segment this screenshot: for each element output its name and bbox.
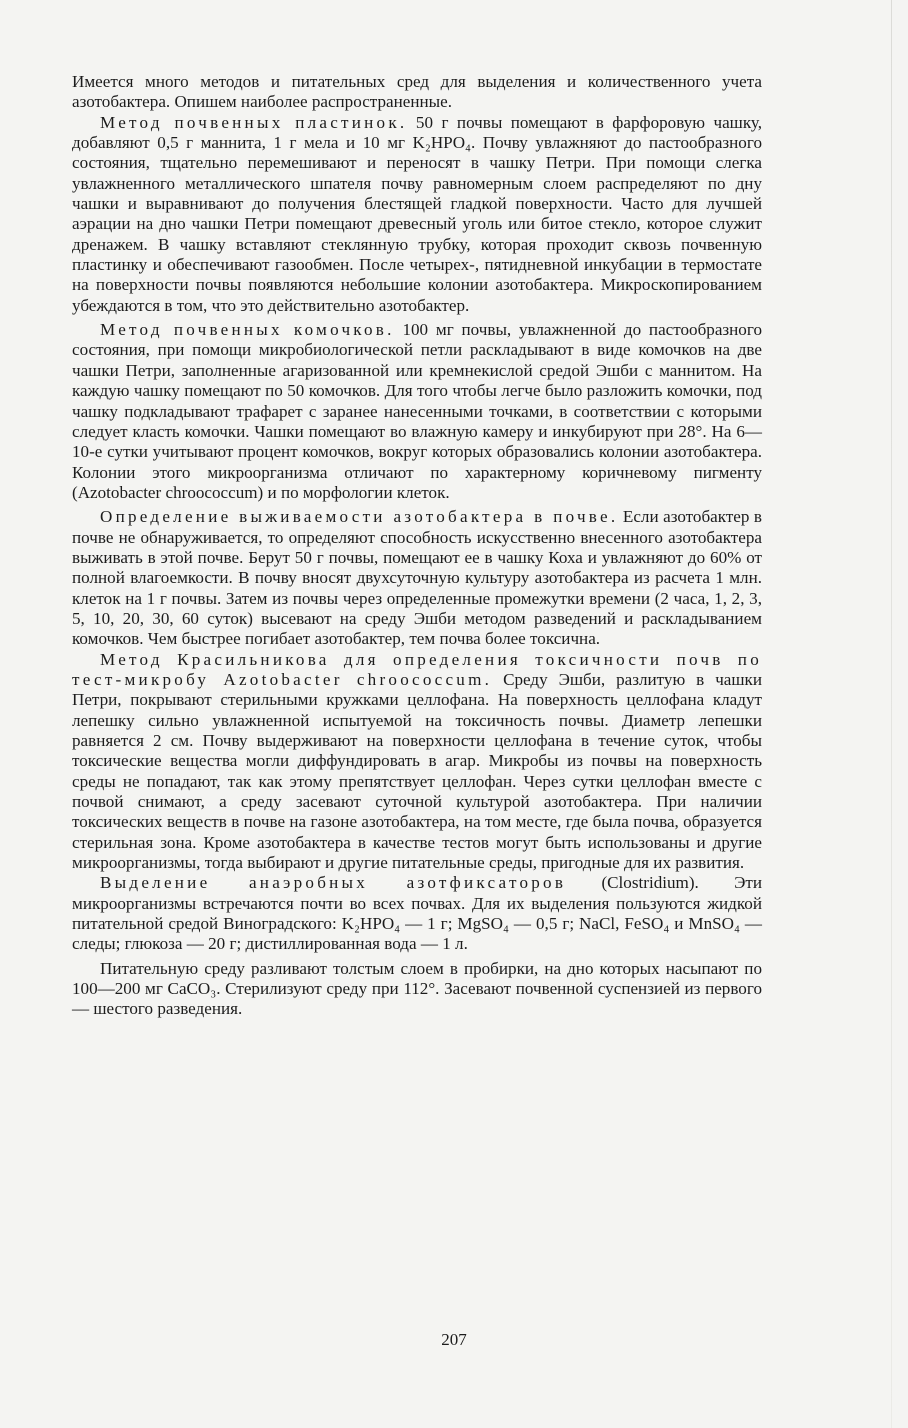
paragraph-text: (Clostridium). Эти микроорганизмы встречаются почти во всех почвах. Для их выделения пользуются жидкой питательной средой Виноградского: K₂HPO₄ — 1 г; MgSO₄ — 0,5 г; NaCl, FeSO₄ и MnSO₄ — следы; глюкоза — 20 г; дистиллированная вода — 1 л. — [72, 873, 762, 954]
method-heading: Метод почвенных пластинок. — [100, 112, 408, 132]
paragraph-text: 50 г почвы помещают в фарфоровую чашку, добавляют 0,5 г маннита, 1 г мела и 10 мг K₂HPO₄. Почву увлажняют до пастообразного состояния, тщательно перемешивают и переносят в чашку Петри. При помощи слегка увлажненного металлического шпателя почву равномерным слоем распределяют по дну чашки и выравнивают до получения блестящей гладкой поверхности. Часто для лучшей аэрации на дно чашки Петри помещают древесный уголь или битое стекло, которое служит дренажем. В чашку вставляют стеклянную трубку, которая проходит сквозь почвенную пластинку и обеспечивают газообмен. После четырех-, пятидневной инкубации в термостате на поверхности почвы появляются небольшие колонии азотобактера. Микроскопированием убеждаются в том, что это действительно азотобактер. — [72, 112, 763, 315]
paragraph-soil-plates — [72, 113, 762, 316]
paragraph-text: 100 мг почвы, увлажненной до пастообразного состояния, при помощи микробиологической петли раскладывают в виде комочков на две чашки Петри, заполненные агаризованной или кремнекислой средой Эшби с маннитом. На каждую чашку помещают по 50 комочков. Для того чтобы легче было разложить комочки, под чашку подкладывают трафарет с заранее нанесенными точками, в соответствии с которыми следует класть комочки. Чашки помещают во влажную камеру и инкубируют при 28°. На 6—10-е сутки учитывают процент комочков, вокруг которых образовались колонии азотобактера. Колонии этого микроорганизма отличают по характерному коричневому пигменту (Azotobacter chroococcum) и по морфологии клеток. — [72, 320, 762, 502]
paragraph-krasilnikov — [72, 650, 762, 874]
paragraph-soil-lumps — [72, 320, 762, 503]
paragraph-medium — [72, 959, 762, 1020]
paragraph-anaerobic — [72, 873, 762, 954]
method-heading: Определение выживаемости азотобактера в почве. — [100, 507, 619, 527]
method-heading: Выделение анаэробных азотфиксаторов — [100, 873, 567, 893]
body-text — [72, 72, 762, 1020]
method-heading: Метод почвенных комочков. — [100, 320, 395, 340]
paragraph-text: Если азотобактер в почве не обнаруживается, то определяют способность искусственно внесенного азотобактера выживать в этой почве. Берут 50 г почвы, помещают ее в чашку Коха и увлажняют до 60% от полной влагоемкости. В почву вносят двухсуточную культуру азотобактера из расчета 1 млн. клеток на 1 г почвы. Затем из почвы через определенные промежутки времени (2 часа, 1, 2, 3, 5, 10, 20, 30, 60 суток) высевают на среду Эшби методом разведений и раскладыванием комочков. Чем быстрее погибает азотобактер, тем почва более токсична. — [72, 507, 763, 649]
paragraph-survival — [72, 507, 762, 649]
paragraph-text: Питательную среду разливают толстым слоем в пробирки, на дно которых насыпают по 100—200 мг CaCO₃. Стерилизуют среду при 112°. Засевают почвенной суспензией из первого — шестого разведения. — [72, 958, 762, 1019]
paragraph-text: Среду Эшби, разлитую в чашки Петри, покрывают стерильными кружками целлофана. На поверхность целлофана кладут лепешку сильно увлажненной испытуемой на токсичность почвы. Диаметр лепешки равняется 2 см. Почву выдерживают на поверхности целлофана в течение суток, чтобы токсические вещества могли диффундировать в агар. Микробы из почвы на поверхность среды не попадают, так как этому препятствует целлофан. Через сутки целлофан вместе с почвой снимают, а среду засевают суточной культурой азотобактера. При наличии токсических веществ в почве на газоне азотобактера, на том месте, где была почва, образуется стерильная зона. Кроме азотобактера в качестве тестов могут быть использованы и другие микроорганизмы, тогда выбирают и другие питательные среды, пригодные для их развития. — [72, 669, 762, 873]
paragraph-intro — [72, 72, 762, 113]
page-number: 207 — [441, 1330, 467, 1349]
method-heading: Метод Красильникова для определения токсичности почв по тест-микробу Azotobacter chroococcum. — [72, 649, 762, 689]
page-margin-shadow — [891, 0, 892, 1428]
paragraph-text: Имеется много методов и питательных сред для выделения и количественного учета азотобактера. Опишем наиболее распространенные. — [72, 72, 762, 112]
